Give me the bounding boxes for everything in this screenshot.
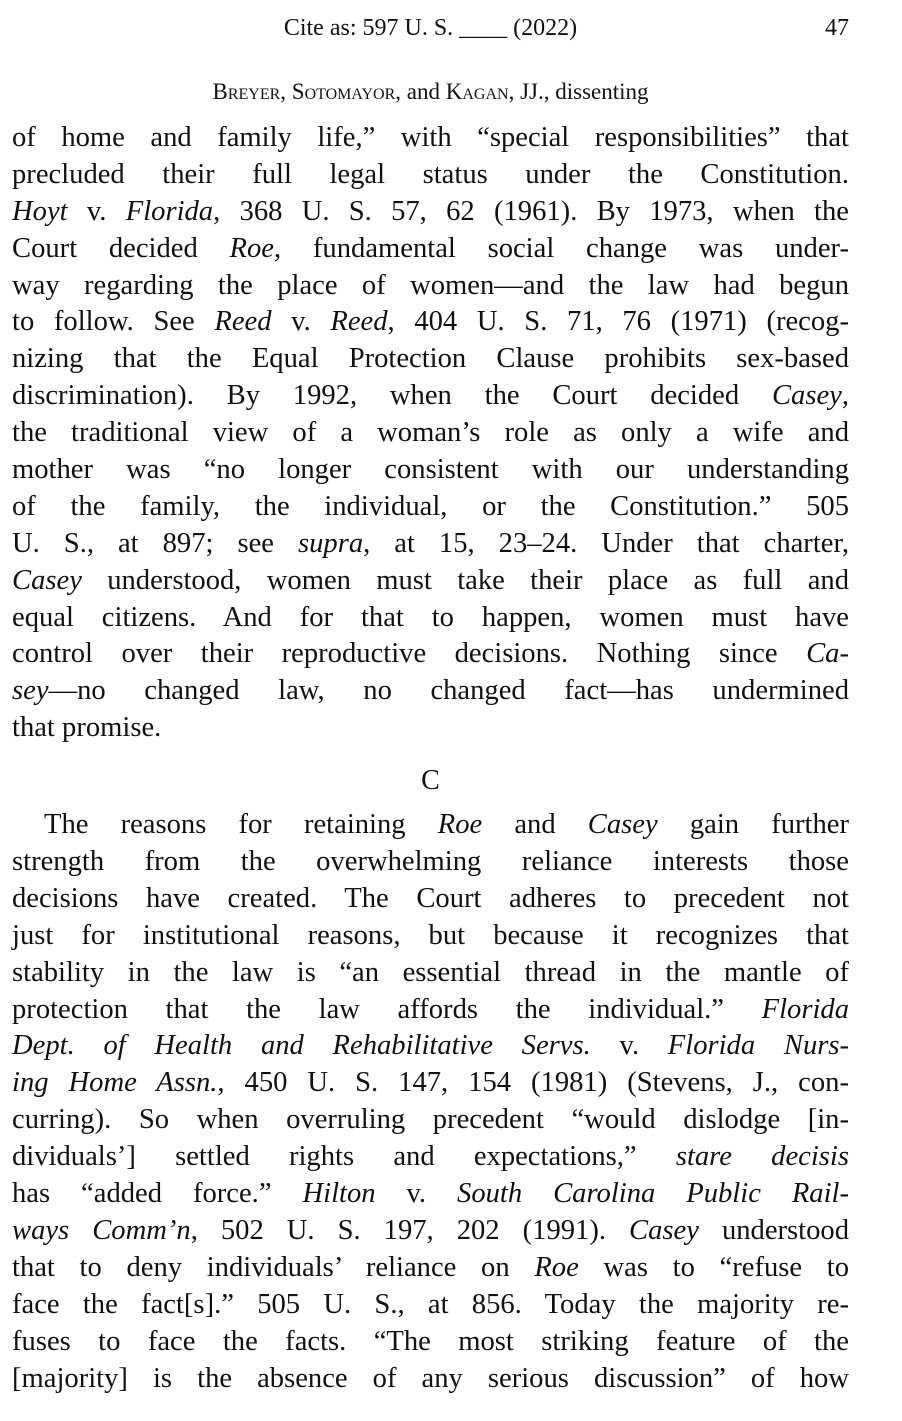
text-line [12,304,849,341]
italic-run: Reed [214,306,272,338]
italic-run: Roe [229,232,275,264]
text-run: to follow. See [12,306,215,338]
text-run: v. [271,306,331,338]
section-heading: C [421,765,440,797]
text-line [12,526,849,563]
text-run: and [482,809,588,841]
text-line [12,231,849,268]
text-line [12,1213,849,1250]
text-run: decisions have created. The Court adheres to precedent not [12,882,849,914]
text-line [12,1065,849,1102]
italic-run: South Carolina Public Rail- [457,1178,849,1210]
text-line [12,1324,849,1361]
italic-run: stare decisis [675,1141,849,1173]
citation-line: Cite as: 597 U. S. ____ (2022) [283,15,578,41]
text-run: , 502 U. S. 197, 202 (1991). [190,1214,630,1246]
text-run: —no changed law, no changed fact—has undermined [48,675,849,707]
text-line [12,1028,849,1065]
text-run: control over their reproductive decisions. Nothing since [12,638,807,670]
text-run: gain further [657,809,849,841]
italic-run: Roe [437,809,483,841]
running-head-suffix: , JJ., dissenting [508,79,649,104]
italic-run: supra [297,527,364,559]
text-line [12,1139,849,1176]
running-head: Breyer, Sotomayor, and Kagan, JJ., dissenting [212,79,649,104]
italic-run: Casey [771,380,842,412]
text-line [12,1250,849,1287]
text-line [12,378,849,415]
text-run: curring). So when overruling precedent “would dislodge [in- [12,1104,849,1136]
text-line [12,157,849,194]
italic-run: Florida Nurs- [667,1030,850,1062]
text-line [12,415,849,452]
text-run: has “added force.” [12,1178,303,1210]
text-run: discrimination). By 1992, when the Court decided [12,380,772,412]
text-run: the traditional view of a woman’s role as only a wife and [12,417,849,449]
page-header [12,0,849,58]
text-line [12,268,849,305]
text-line [12,452,849,489]
italic-run: Roe [534,1251,579,1283]
text-run: strength from the overwhelming reliance interests those [12,846,849,878]
text-run: , 404 U. S. 71, 76 (1971) (recog- [387,306,849,338]
text-line [12,955,849,992]
page-number: 47 [825,15,849,41]
text-run: , fundamental social change was under- [274,232,849,264]
text-line [12,918,849,955]
italic-run: Hoyt [12,195,68,227]
italic-run: Hilton [302,1178,376,1210]
text-line [12,341,849,378]
text-line [12,600,849,637]
text-line [12,1287,849,1324]
italic-run: Reed [330,306,388,338]
italic-run: Ca- [806,638,849,670]
text-run: way regarding the place of women—and the law had begun [12,269,849,301]
text-run: The reasons for retaining [44,809,438,841]
text-run: , 368 U. S. 57, 62 (1961). By 1973, when the [213,195,849,227]
text-run: mother was “no longer consistent with our understanding [12,454,849,486]
running-head-sotomayor: Sotomayor [291,79,396,104]
italic-run: Casey [12,564,82,596]
text-run: [majority] is the absence of any serious discussion” of how [12,1362,849,1394]
paragraph-reliance-interests [12,807,849,1397]
text-line [12,1361,849,1398]
text-run: that to deny individuals’ reliance on [12,1251,535,1283]
text-run: protection that the law affords the individual.” [12,993,762,1025]
text-run: , 450 U. S. 147, 154 (1981) (Stevens, J., con- [217,1067,849,1099]
paragraph-continued [12,120,849,747]
text-line [12,673,849,710]
text-run: Court decided [12,232,230,264]
text-run: nizing that the Equal Protection Clause prohibits sex-based [12,343,849,375]
text-line [12,1102,849,1139]
text-line [12,636,849,673]
text-run: fuses to face the facts. “The most striking feature of the [12,1325,849,1357]
text-line [12,844,849,881]
opinion-page [12,0,849,1397]
text-line [12,992,849,1029]
text-run: of home and family life,” with “special responsibilities” that [12,122,849,153]
text-run: face the fact[s].” 505 U. S., at 856. Today the majority re- [12,1288,849,1320]
italic-run: Florida [761,993,849,1025]
text-run: , [841,380,849,412]
text-line [12,563,849,600]
text-run: v. [375,1178,458,1210]
text-line [12,120,849,157]
text-run: that promise. [12,712,162,744]
text-line [12,1176,849,1213]
text-run: precluded their full legal status under the Constitution. [12,158,849,190]
text-run: of the family, the individual, or the Constitution.” 505 [12,490,849,522]
text-line [12,194,849,231]
text-run: just for institutional reasons, but because it recognizes that [12,919,849,951]
text-line [12,881,849,918]
text-line [12,710,849,747]
text-run: understood [698,1214,850,1246]
text-run: , at 15, 23–24. Under that charter, [363,527,849,559]
running-head-breyer: Breyer [212,79,281,104]
italic-run: ways Comm’n [12,1214,191,1246]
text-run: understood, women must take their place as full and [81,564,849,596]
italic-run: Casey [629,1214,699,1246]
text-run: equal citizens. And for that to happen, women must have [12,601,849,633]
italic-run: Florida [125,195,214,227]
text-run: v. [590,1030,668,1062]
text-line [12,489,849,526]
text-run: dividuals’] settled rights and expectations,” [12,1141,676,1173]
italic-run: sey [12,675,49,707]
italic-run: ing Home Assn. [12,1067,218,1099]
text-run: U. S., at 897; see [12,527,298,559]
text-run: v. [67,195,126,227]
text-run: was to “refuse to [578,1251,850,1283]
text-run: stability in the law is “an essential thread in the mantle of [12,956,849,988]
text-line [12,807,849,844]
italic-run: Dept. of Health and Rehabilitative Servs. [12,1030,591,1062]
running-head-kagan: Kagan [445,79,509,104]
italic-run: Casey [587,809,658,841]
